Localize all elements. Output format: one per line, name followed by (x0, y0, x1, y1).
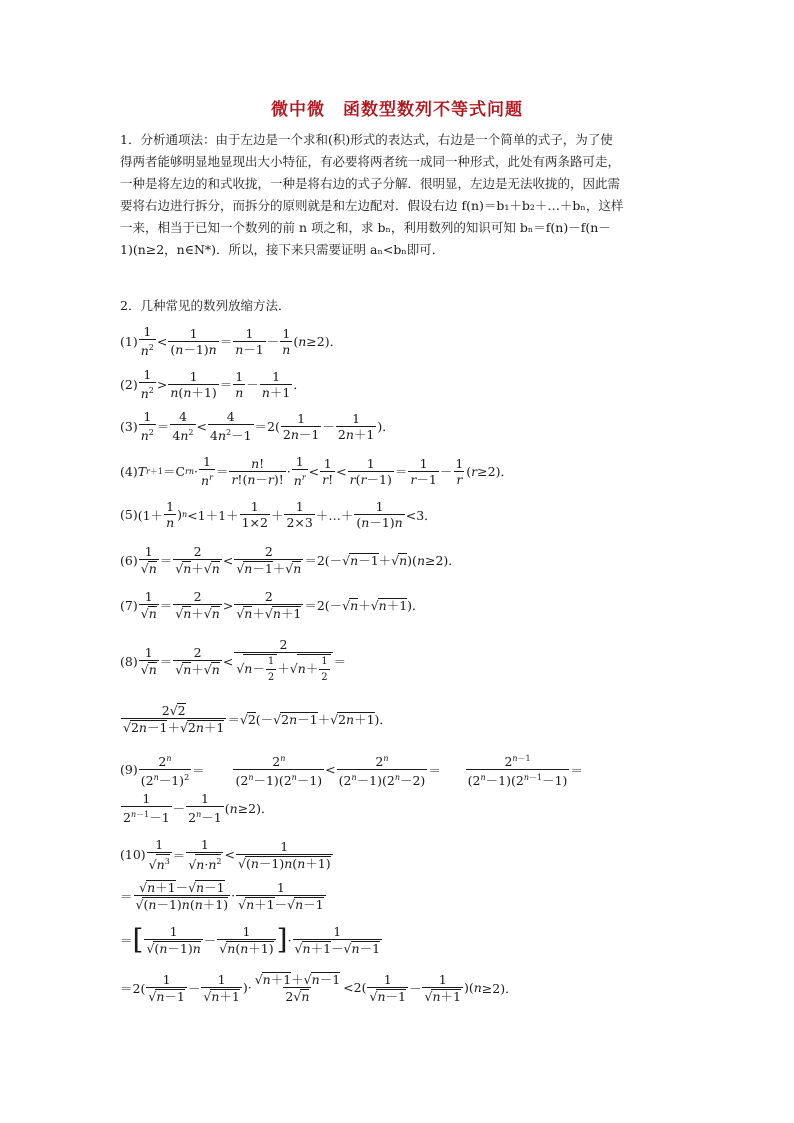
section-1-line: 得两者能够明显地显现出大小特征，有必要将两者统一成同一种形式，此处有两条路可走， (120, 154, 621, 169)
section-1-line: 一种是将左边的和式收拢，一种是将右边的式子分解．很明显，左边是无法收拢的，因此需 (120, 176, 621, 191)
formula-2: (2) 1 $n^2$ > 1 n(n＋1) ＝ 1 n － 1 n＋1 ． (120, 367, 306, 402)
formula-9: (9) 2$^n$ $(2^n-1)^2$ ＝ 2$^n$ $(2^n-1)(2^n-1)$ < $2^n$ $(2^n-1)(2^n-2)$ ＝ $2^{n-1}$ $(2^n-1)(2^{n-1}-1)$ ＝ (120, 754, 583, 789)
formula-10: (10) 1 $√n^3$ ＝ 1 $√n\cdot n^2$ < 1 √(n－1)n(n＋1) (120, 837, 331, 873)
formula-7: (7) 1 √n ＝ 2 √n＋√n > 2 √n＋√n＋1 ＝2(－√ n ＋√ n＋1 )． (120, 589, 425, 621)
section-1-paragraph (120, 129, 680, 261)
section-1-line: 1)(n≥2，n∈N*)．所以，接下来只需要证明 aₙ<bₙ即可． (120, 242, 445, 257)
formula-5: (5) (1＋ 1 n ) n <1＋1＋ 1 1×2 ＋ 1 2×3 ＋…＋ 1 (n－1)n <3． (120, 499, 437, 530)
section-1-line: 一来，相当于已知一个数列的前 n 项之和，求 bₙ，利用数列的知识可知 bₙ＝f(n)－f(n－ (120, 220, 611, 235)
formula-1: (1) 1 $n^2$ < 1 (n－1)n ＝ 1 n－1 － 1 n ( n ≥2)． (120, 324, 343, 359)
formula-8-continued: 2√2 √2n－1＋√2n＋1 ＝√ 2 (－√ 2n－1 ＋√ 2n＋1 )． (123, 703, 392, 735)
section-1-line: 要将右边进行拆分，而拆分的原则就是和左边配对．假设右边 f(n)＝b₁＋b₂＋…＋bₙ，这样 (120, 198, 624, 213)
formula-10-step-3: ＝ [ 1 √(n－1)n － 1 √n(n＋1) ] · 1 √n＋1－√n－1 (120, 923, 381, 956)
formula-10-step-4: ＝2( 1 √n－1 － 1 √n＋1 )· √n＋1＋√n－1 2√n <2( 1 √n－1 － 1 √n＋1 )( n ≥2)． (120, 971, 518, 1004)
formula-9-continued: 1 $2^{n-1}-1$ － 1 $2^n-1$ ( n ≥2)． (123, 791, 274, 826)
section-2-heading: 2．几种常见的数列放缩方法． (120, 298, 291, 313)
formula-10-step-2: ＝ √n＋1－√n－1 √(n－1)n(n＋1) · 1 √n＋1－√n－1 (120, 879, 324, 912)
page-title: 微中微 函数型数列不等式问题 (271, 100, 523, 120)
formula-8: (8) 1 √n ＝ 2 √n＋√n < 2 √n－ $\frac{1}{2}$ ＋√n＋ $\frac{1}{2}$ ＝ (120, 637, 347, 683)
section-1-line: 1．分析通项法：由于左边是一个求和(积)形式的表达式，右边是一个简单的式子，为了使 (120, 132, 613, 147)
formula-3: (3) 1 $n^2$ ＝ 4 $4n^2$ < 4 $4n^2-1$ ＝2( 1 2n－1 － 1 2n＋1 )． (120, 409, 395, 444)
formula-6: (6) 1 √n ＝ 2 √n＋√n < 2 √n－1＋√n ＝2(－√ n－1 ＋√ n )( n ≥2)． (120, 544, 461, 576)
formula-4: (4) T r＋1 ＝C r n · 1 $n^r$ ＝ n! r!(n－r)! · 1 $n^r$ < 1 r! < 1 r(r－1) ＝ 1 r－1 － 1 r ( r ≥2)． (120, 454, 513, 489)
